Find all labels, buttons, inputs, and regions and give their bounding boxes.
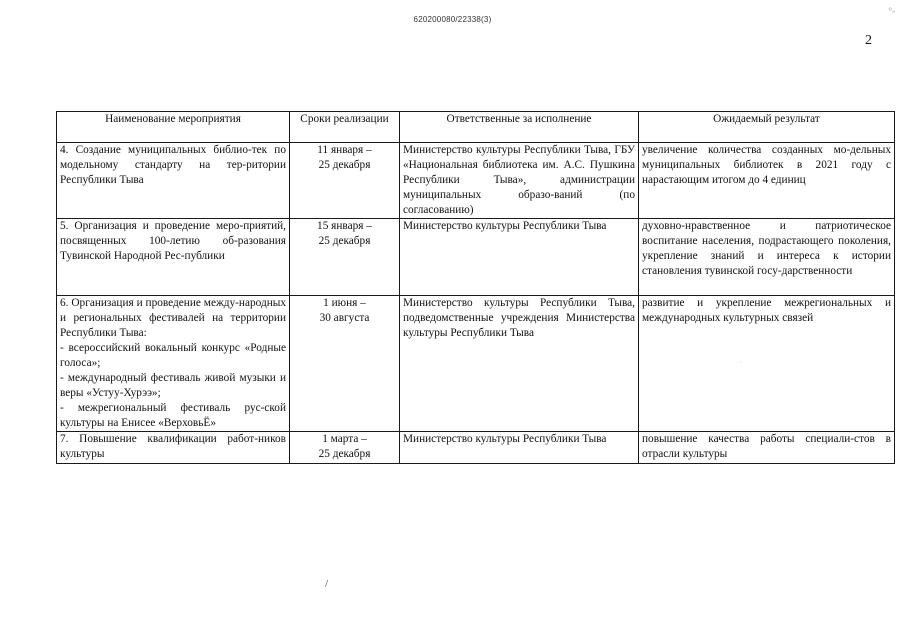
event-name-line: - международный фестиваль живой музыки и веры «Устуу-Хурээ»; — [60, 372, 286, 399]
corner-scan-mark: °- — [888, 6, 895, 16]
table-header-row — [57, 112, 895, 143]
date-end: 25 декабря — [318, 448, 371, 460]
event-name: 7. Повышение квалификации работ-ников культуры — [57, 432, 290, 464]
event-dates — [290, 143, 400, 219]
header-dates: Сроки реализации — [290, 112, 400, 143]
date-end: 25 декабря — [318, 159, 371, 171]
date-end: 30 августа — [319, 312, 370, 324]
date-start: 1 марта – — [322, 433, 367, 445]
date-start: 1 июня – — [323, 297, 366, 309]
event-responsible: Министерство культуры Республики Тыва — [400, 219, 639, 296]
page-number: 2 — [865, 33, 872, 48]
event-result: развитие и укрепление межрегиональных и международных культурных связей — [639, 296, 895, 432]
event-name: 4. Создание муниципальных библио-тек по модельному стандарту на тер-ритории Республики Тыва — [57, 143, 290, 219]
event-responsible: Министерство культуры Республики Тыва, ГБУ «Национальная библиотека им. А.С. Пушкина Республики Тыва», администрации муниципальных образо-ваний (по согласованию) — [400, 143, 639, 219]
table-row — [57, 296, 895, 432]
date-start: 11 января – — [317, 144, 372, 156]
events-table — [56, 111, 895, 464]
event-name — [57, 296, 290, 432]
event-result: повышение качества работы специали-стов в отрасли культуры — [639, 432, 895, 464]
event-name-line: - межрегиональный фестиваль рус-ской культуры на Енисее «ВерховьЁ» — [60, 402, 286, 429]
event-name: 5. Организация и проведение меро-приятий, посвященных 100-летию об-разования Тувинской Народной Рес-публики — [57, 219, 290, 296]
event-result: увеличение количества созданных мо-дельных муниципальных библиотек в 2021 году с нарастающим итогом до 4 единиц — [639, 143, 895, 219]
document-code: 620200080/22338(3) — [413, 15, 492, 24]
stray-pen-mark: / — [325, 578, 329, 590]
event-result: духовно-нравственное и патриотическое воспитание населения, подрастающего поколения, укрепление знаний и интереса к истории становления тувинской госу-дарственности — [639, 219, 895, 296]
scan-speck: · — [740, 360, 742, 366]
event-responsible: Министерство культуры Республики Тыва — [400, 432, 639, 464]
event-dates — [290, 432, 400, 464]
header-responsible: Ответственные за исполнение — [400, 112, 639, 143]
table-row — [57, 143, 895, 219]
table-row — [57, 432, 895, 464]
date-start: 15 января – — [317, 220, 372, 232]
header-event-name: Наименование мероприятия — [57, 112, 290, 143]
event-dates — [290, 219, 400, 296]
date-end: 25 декабря — [318, 235, 371, 247]
event-name-line: - всероссийский вокальный конкурс «Родные голоса»; — [60, 342, 286, 369]
event-responsible: Министерство культуры Республики Тыва, подведомственные учреждения Министерства культуры Республики Тыва — [400, 296, 639, 432]
event-name-line: 6. Организация и проведение между-народных и региональных фестивалей на территории Республики Тыва: — [60, 297, 286, 339]
header-expected-result: Ожидаемый результат — [639, 112, 895, 143]
table-row — [57, 219, 895, 296]
event-dates — [290, 296, 400, 432]
